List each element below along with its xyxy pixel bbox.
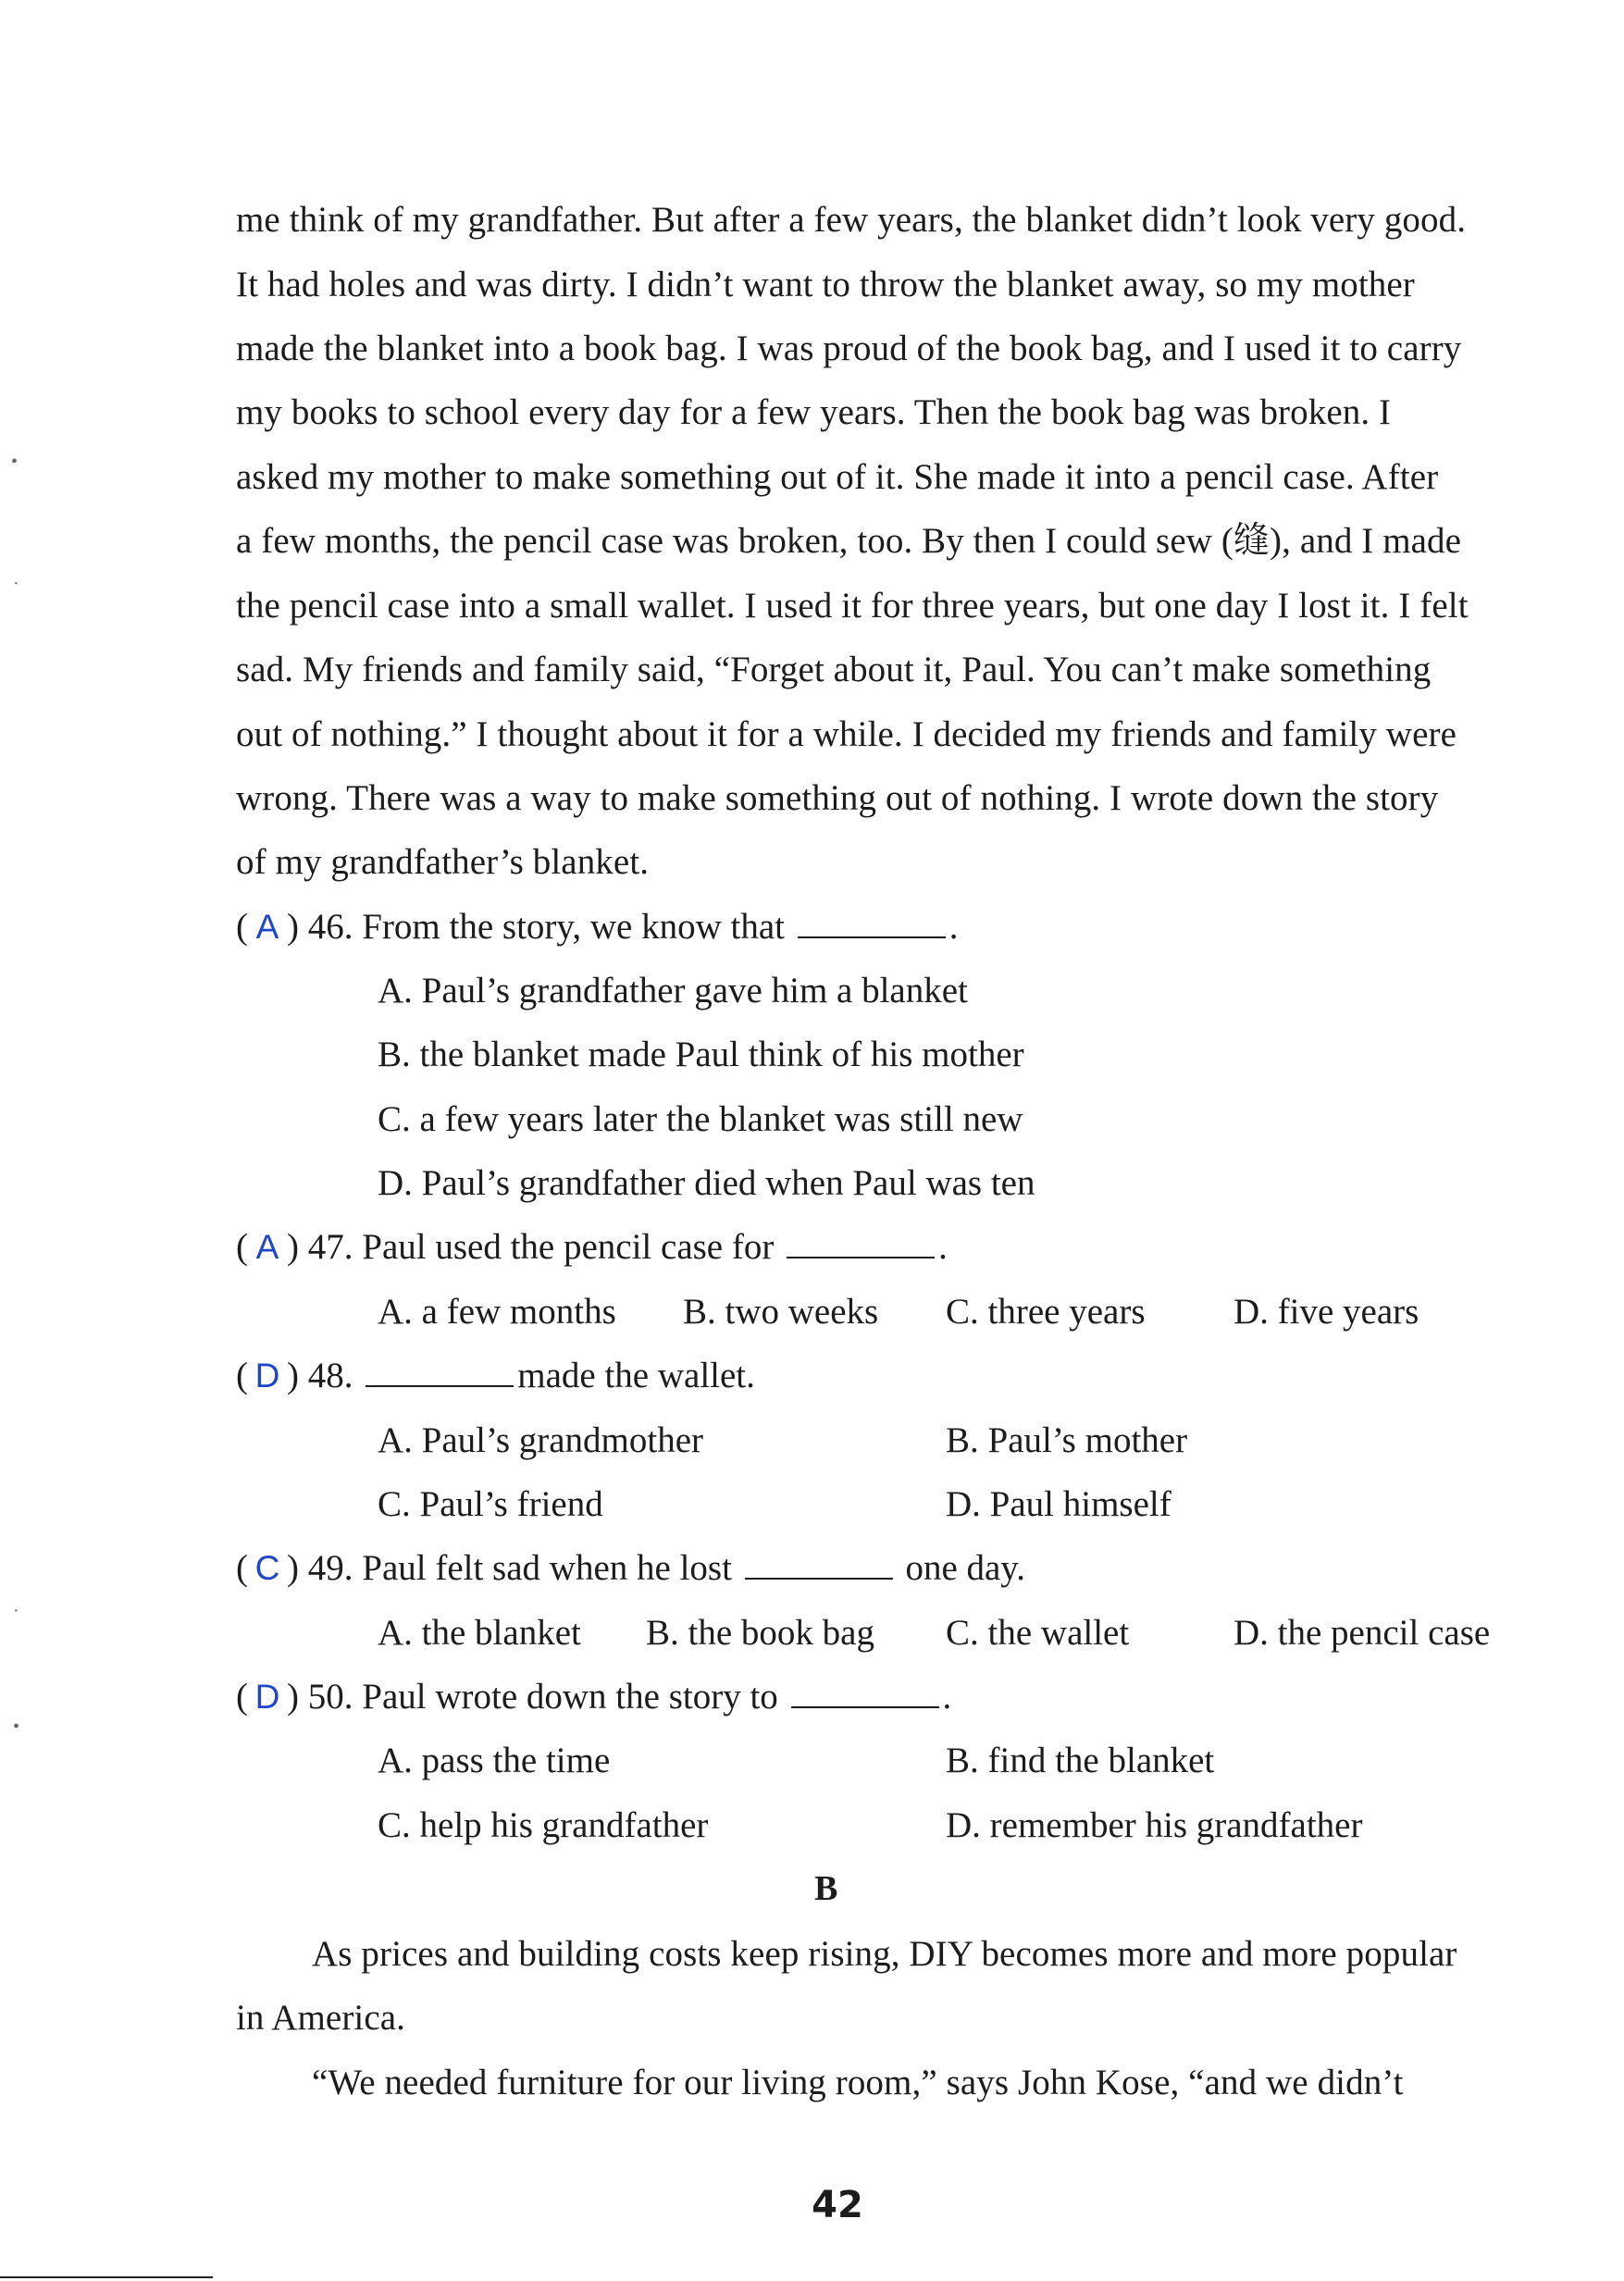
answer-49: C [254, 1549, 280, 1587]
section-b-line: As prices and building costs keep rising, DIY becomes more and more popular [312, 1934, 1457, 1974]
answer-47: A [255, 1228, 279, 1266]
question-48: ( D ) 48. made the wallet. [236, 1353, 755, 1399]
answer-blank [798, 909, 946, 938]
option-50-b: B. find the blanket [946, 1741, 1215, 1780]
passage-line: of my grandfather’s blanket. [236, 842, 650, 882]
option-47-a: A. a few months [378, 1292, 616, 1332]
scan-dot: • [13, 1717, 20, 1737]
option-47-b: B. two weeks [683, 1292, 879, 1332]
option-46-b: B. the blanket made Paul think of his mother [378, 1035, 1024, 1074]
question-49-stem: 49. Paul felt sad when he lost [307, 1548, 732, 1588]
option-49-b: B. the book bag [646, 1613, 874, 1653]
question-50: ( D ) 50. Paul wrote down the story to . [236, 1674, 951, 1720]
option-47-d: D. five years [1233, 1292, 1419, 1332]
answer-blank [787, 1229, 935, 1258]
answer-46: A [255, 908, 279, 946]
question-46-stem: 46. From the story, we know that [307, 907, 785, 947]
answer-blank [366, 1357, 514, 1387]
option-47-c: C. three years [946, 1292, 1146, 1332]
scan-dot: • [11, 452, 19, 472]
passage-line: It had holes and was dirty. I didn’t want to throw the blanket away, so my mother [236, 265, 1415, 304]
passage-line: wrong. There was a way to make something out of nothing. I wrote down the story [236, 778, 1439, 818]
passage-line: sad. My friends and family said, “Forget about it, Paul. You can’t make something [236, 650, 1432, 689]
page-number: 42 [812, 2184, 863, 2226]
option-48-d: D. Paul himself [946, 1484, 1172, 1524]
passage-line: me think of my grandfather. But after a few years, the blanket didn’t look very good. [236, 200, 1467, 240]
option-50-c: C. help his grandfather [378, 1805, 709, 1845]
option-46-a: A. Paul’s grandfather gave him a blanket [378, 971, 968, 1010]
passage-line: out of nothing.” I thought about it for a while. I decided my friends and family were [236, 714, 1457, 754]
passage-line: a few months, the pencil case was broken, too. By then I could sew (缝), and I made [236, 521, 1462, 561]
question-47-stem: 47. Paul used the pencil case for [307, 1227, 775, 1267]
option-49-a: A. the blanket [378, 1613, 581, 1653]
question-49: ( C ) 49. Paul felt sad when he lost one day. [236, 1545, 1025, 1592]
option-49-d: D. the pencil case [1233, 1613, 1491, 1653]
passage-line: the pencil case into a small wallet. I used it for three years, but one day I lost it. I felt [236, 586, 1469, 626]
question-50-stem: 50. Paul wrote down the story to [307, 1677, 778, 1717]
question-46: ( A ) 46. From the story, we know that . [236, 904, 959, 950]
option-48-c: C. Paul’s friend [378, 1484, 603, 1524]
option-46-c: C. a few years later the blanket was still new [378, 1099, 1023, 1139]
passage-line: asked my mother to make something out of it. She made it into a pencil case. After [236, 457, 1439, 497]
option-50-a: A. pass the time [378, 1741, 611, 1780]
question-47: ( A ) 47. Paul used the pencil case for . [236, 1224, 948, 1271]
section-b-line: “We needed furniture for our living room,” says John Kose, “and we didn’t [312, 2063, 1404, 2102]
scan-dot: · [13, 1601, 19, 1621]
answer-48: D [254, 1357, 280, 1395]
section-b-title: B [814, 1869, 838, 1908]
option-48-a: A. Paul’s grandmother [378, 1420, 704, 1460]
option-49-c: C. the wallet [946, 1613, 1130, 1653]
answer-blank [791, 1679, 939, 1708]
option-48-b: B. Paul’s mother [946, 1420, 1188, 1460]
option-50-d: D. remember his grandfather [946, 1805, 1363, 1845]
passage-line: made the blanket into a book bag. I was proud of the book bag, and I used it to carry [236, 329, 1462, 368]
scan-dot: · [13, 574, 19, 594]
answer-blank [745, 1550, 893, 1580]
bottom-edge-line [0, 2276, 213, 2278]
question-48-stem: 48. [307, 1356, 353, 1395]
section-b-line: in America. [236, 1998, 406, 2038]
passage-line: my books to school every day for a few years. Then the book bag was broken. I [236, 392, 1392, 432]
option-46-d: D. Paul’s grandfather died when Paul was ten [378, 1163, 1035, 1203]
answer-50: D [254, 1678, 280, 1716]
